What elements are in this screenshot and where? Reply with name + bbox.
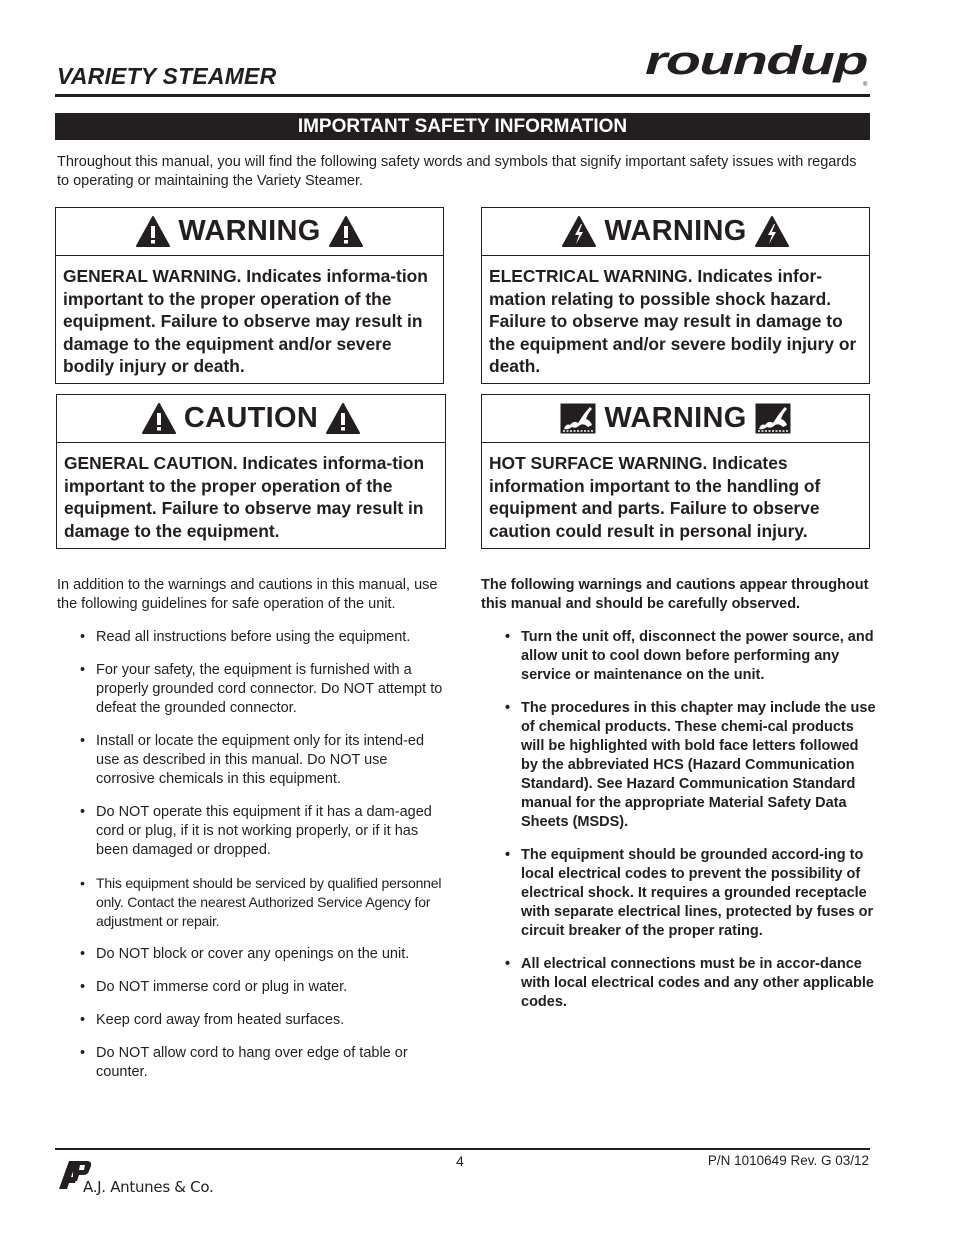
- list-item: • Do NOT operate this equipment if it has a dam-aged cord or plug, if it is not working properly, or if it has been damaged or dropped.: [80, 804, 432, 858]
- page-number: 4: [456, 1153, 464, 1169]
- right-column: [481, 576, 876, 1026]
- list-item: • Install or locate the equipment only for its intend-ed use as described in this manual. Do NOT use corrosive chemicals in this equipment.: [80, 733, 425, 787]
- list-item: • The procedures in this chapter may include the use of chemical products. These chemi-cal products will be highlighted with bold face letters followed by the abbreviated HCS (Hazard Communication Standard). See Hazard Communication Standard manual for the appropriate Material Safety Data Sheets (MSDS).: [505, 700, 876, 830]
- list-item: • Turn the unit off, disconnect the power source, and allow unit to cool down before performing any service or maintenance on the unit.: [505, 629, 874, 683]
- section-title: IMPORTANT SAFETY INFORMATION: [55, 113, 870, 140]
- left-intro: In addition to the warnings and cautions in this manual, use the following guidelines for safe operation of the unit.: [57, 577, 438, 612]
- electrical-warning-box: [481, 207, 870, 384]
- list-item: • Keep cord away from heated surfaces.: [80, 1012, 345, 1028]
- electrical-triangle-icon: [562, 216, 596, 247]
- box-word: WARNING: [178, 215, 321, 247]
- header-rule: [55, 94, 870, 97]
- document-title: VARIETY STEAMER: [57, 63, 277, 89]
- list-item: • Do NOT immerse cord or plug in water.: [80, 979, 348, 995]
- list-item: • Read all instructions before using the equipment.: [80, 629, 411, 645]
- list-item: • Do NOT block or cover any openings on the unit.: [80, 946, 410, 962]
- general-warning-box: [55, 207, 444, 384]
- list-item: • All electrical connections must be in accor-dance with local electrical codes and any other applicable codes.: [505, 956, 874, 1010]
- warning-triangle-icon: [329, 216, 363, 247]
- logo-wordmark: roundup: [645, 39, 868, 83]
- warning-triangle-icon: [326, 403, 360, 434]
- box-header: [482, 395, 869, 443]
- right-intro: The following warnings and cautions appear throughout this manual and should be carefully observed.: [481, 577, 869, 612]
- general-caution-box: [56, 394, 446, 549]
- list-item: • Do NOT allow cord to hang over edge of table or counter.: [80, 1045, 408, 1080]
- svg-text:®: ®: [863, 82, 868, 88]
- warnings-list: [481, 628, 876, 1012]
- intro-paragraph: Throughout this manual, you will find the following safety words and symbols that signify important safety issues with regards to operating or maintaining the Variety Steamer.: [57, 154, 857, 189]
- company-name: A.J. Antunes & Co.: [83, 1178, 214, 1196]
- electrical-triangle-icon: [755, 216, 789, 247]
- part-number: P/N 1010649 Rev. G 03/12: [707, 1153, 869, 1168]
- box-text: ELECTRICAL WARNING. Indicates infor-mation relating to possible shock hazard. Failure to observe may result in damage to the equipment and/or severe bodily injury or death.: [489, 266, 857, 376]
- footer-rule: [55, 1148, 870, 1150]
- box-header: [56, 208, 443, 256]
- box-text: GENERAL CAUTION. Indicates informa-tion important to the proper operation of the equipment. Failure to observe may result in damage to the equipment.: [64, 453, 425, 541]
- roundup-logo: [641, 38, 873, 92]
- box-word: WARNING: [604, 215, 747, 247]
- safety-guidelines-list: [57, 628, 447, 1082]
- box-word: CAUTION: [183, 402, 319, 434]
- box-header: [482, 208, 869, 256]
- hot-surface-icon: [560, 403, 596, 434]
- box-header: [57, 395, 445, 443]
- list-item: • The equipment should be grounded accord-ing to local electrical codes to prevent the possibility of electrical shock. It requires a grounded receptacle with separate electrical lines, protected by fuses or circuit breaker of the proper rating.: [505, 847, 874, 939]
- list-item: • This equipment should be serviced by qualified personnel only. Contact the nearest Authorized Service Agency for adjustment or repair.: [80, 875, 442, 929]
- hot-surface-icon: [755, 403, 791, 434]
- box-text: GENERAL WARNING. Indicates informa-tion important to the proper operation of the equipment. Failure to observe may result in damage to the equipment and/or severe bodily injury or death.: [63, 266, 428, 376]
- warning-triangle-icon: [136, 216, 170, 247]
- list-item: • For your safety, the equipment is furnished with a properly grounded cord connector. Do NOT attempt to defeat the grounded connector.: [80, 662, 443, 716]
- hot-surface-warning-box: [481, 394, 870, 549]
- warning-triangle-icon: [142, 403, 176, 434]
- box-word: WARNING: [604, 402, 747, 434]
- box-text: HOT SURFACE WARNING. Indicates information important to the handling of equipment and parts. Failure to observe caution could result in personal injury.: [489, 453, 821, 541]
- left-column: [57, 576, 447, 1096]
